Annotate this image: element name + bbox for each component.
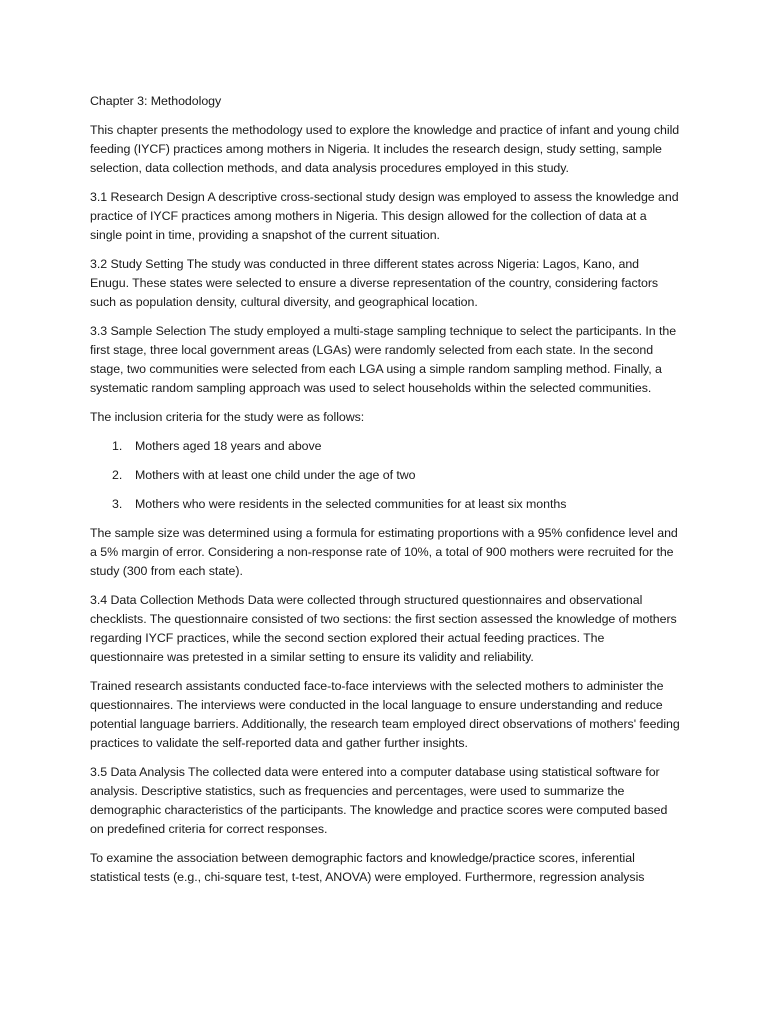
sample-size-paragraph: The sample size was determined using a formula for estimating proportions with a 95% confidence level and a 5% margin of error. Considering a non-response rate of 10%, a total of 900 mothers were recruited for the study (300 from each state). [90,526,678,578]
chapter-title: Chapter 3: Methodology [90,94,222,108]
list-item-text: Mothers who were residents in the selected communities for at least six months [135,497,567,511]
research-design-paragraph: 3.1 Research Design A descriptive cross-sectional study design was employed to assess the knowledge and practice of IYCF practices among mothers in Nigeria. This design allowed for the collection of data at a single point in time, providing a snapshot of the current situation. [90,190,679,242]
list-item-number: 1. [112,439,123,453]
inclusion-criteria-intro: The inclusion criteria for the study were as follows: [90,410,365,424]
list-item [90,466,680,485]
list-item-number: 2. [112,468,123,482]
list-item-number: 3. [112,497,123,511]
intro-paragraph: This chapter presents the methodology used to explore the knowledge and practice of infant and young child feeding (IYCF) practices among mothers in Nigeria. It includes the research design, study setting, sample selection, data collection methods, and data analysis procedures employed in this study. [90,123,680,175]
sample-selection-paragraph: 3.3 Sample Selection The study employed a multi-stage sampling technique to select the participants. In the first stage, three local government areas (LGAs) were randomly selected from each state. In the second stage, two communities were selected from each LGA using a simple random sampling method. Finally, a systematic random sampling approach was used to select households within the selected communities. [90,324,677,395]
inferential-statistics-paragraph: To examine the association between demographic factors and knowledge/practice scores, inferential statistical tests (e.g., chi-square test, t-test, ANOVA) were employed. Furthermore, regression analysis [90,851,645,884]
document-page [90,92,680,897]
list-item [90,437,680,456]
data-collection-paragraph: 3.4 Data Collection Methods Data were collected through structured questionnaires and observational checklists. The questionnaire consisted of two sections: the first section assessed the knowledge of mothers regarding IYCF practices, while the second section explored their actual feeding practices. The questionnaire was pretested in a similar setting to ensure its validity and reliability. [90,593,677,664]
data-analysis-paragraph: 3.5 Data Analysis The collected data were entered into a computer database using statistical software for analysis. Descriptive statistics, such as frequencies and percentages, were used to summarize the demographic characteristics of the participants. The knowledge and practice scores were computed based on predefined criteria for correct responses. [90,765,668,836]
interviews-paragraph: Trained research assistants conducted face-to-face interviews with the selected mothers to administer the questionnaires. The interviews were conducted in the local language to ensure understanding and reduce potential language barriers. Additionally, the research team employed direct observations of mothers' feeding practices to validate the self-reported data and gather further insights. [90,679,680,750]
study-setting-paragraph: 3.2 Study Setting The study was conducted in three different states across Nigeria: Lagos, Kano, and Enugu. These states were selected to ensure a diverse representation of the country, considering factors such as population density, cultural diversity, and geographical location. [90,257,659,309]
list-item-text: Mothers with at least one child under the age of two [135,468,416,482]
inclusion-criteria-list [90,437,680,514]
list-item-text: Mothers aged 18 years and above [135,439,322,453]
list-item [90,495,680,514]
